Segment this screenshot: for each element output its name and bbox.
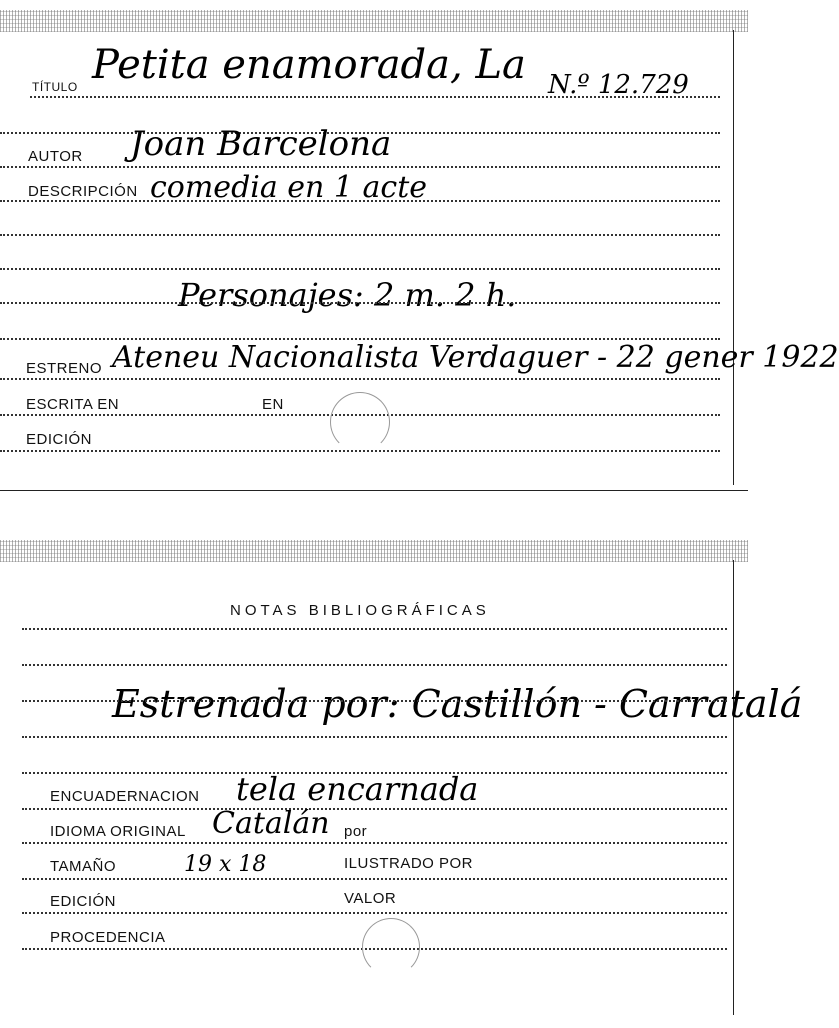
tamano-value: 19 x 18 — [184, 852, 267, 877]
notes-value: Estrenada por: Castillón - Carratalá — [112, 682, 803, 726]
estreno-label: ESTRENO — [26, 360, 103, 377]
notas-heading: NOTAS BIBLIOGRÁFICAS — [230, 602, 490, 619]
procedencia-label: PROCEDENCIA — [50, 929, 166, 946]
titulo-label: TÍTULO — [32, 80, 78, 94]
number-value: N.º 12.729 — [548, 70, 689, 100]
titulo-value: Petita enamorada, La — [92, 42, 526, 88]
por-label: por — [344, 823, 368, 840]
encuadernacion-label: ENCUADERNACION — [50, 788, 200, 805]
scan-noise-top — [0, 10, 748, 32]
idioma-value: Catalán — [212, 806, 330, 841]
rule — [22, 912, 727, 914]
rule — [22, 664, 727, 666]
rule — [0, 166, 720, 168]
descripcion-label: DESCRIPCIÓN — [28, 183, 138, 200]
descripcion-value: comedia en 1 acte — [150, 170, 428, 205]
rule — [22, 700, 727, 702]
rule — [0, 378, 720, 380]
personajes-value: Personajes: 2 m. 2 h. — [178, 276, 517, 314]
autor-value: Joan Barcelona — [130, 124, 392, 164]
edicion-label: EDICIÓN — [26, 431, 93, 448]
rule — [22, 808, 727, 810]
card-edge — [733, 30, 734, 485]
tamano-label: TAMAÑO — [50, 858, 117, 875]
rule — [22, 878, 727, 880]
en-label: EN — [262, 396, 284, 413]
catalog-card-top — [0, 0, 839, 492]
encuadernacion-value: tela encarnada — [236, 770, 479, 808]
rule — [0, 200, 720, 202]
rule — [0, 302, 720, 304]
hole-punch-mark — [330, 392, 390, 452]
card-separator — [0, 490, 748, 491]
idioma-label: IDIOMA ORIGINAL — [50, 823, 186, 840]
catalog-card-bottom — [0, 540, 803, 1028]
rule — [0, 268, 720, 270]
rule — [22, 842, 727, 844]
ilustrado-label: ILUSTRADO POR — [344, 855, 474, 872]
rule — [22, 628, 727, 630]
hole-punch-mark — [362, 918, 420, 976]
autor-label: AUTOR — [28, 148, 83, 165]
edicion-label: EDICIÓN — [50, 893, 117, 910]
escrita-en-label: ESCRITA EN — [26, 396, 120, 413]
card-edge — [733, 560, 734, 1015]
valor-label: VALOR — [344, 890, 397, 907]
rule — [0, 234, 720, 236]
rule — [22, 736, 727, 738]
scan-noise-top — [0, 540, 748, 562]
estreno-value: Ateneu Nacionalista Verdaguer - 22 gener 1922 — [112, 340, 839, 375]
